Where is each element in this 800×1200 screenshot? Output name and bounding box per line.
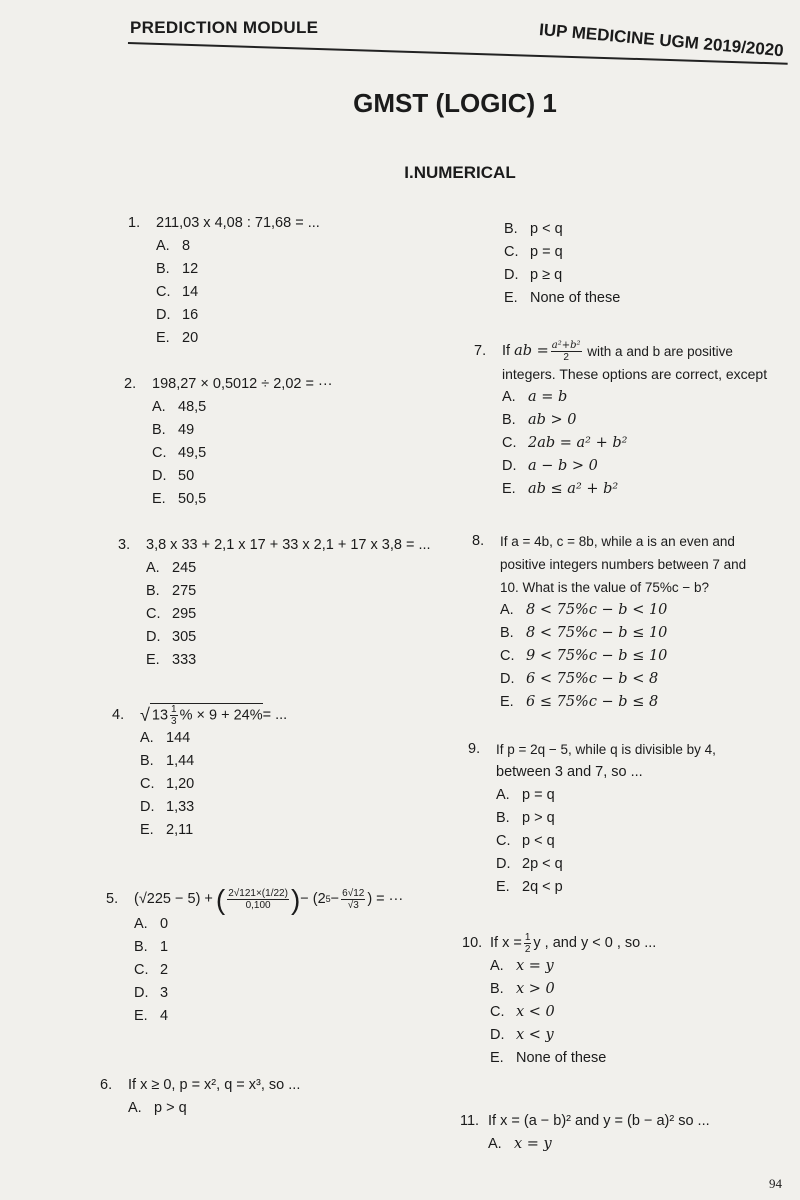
header-course-name: IUP MEDICINE UGM 2019/2020 bbox=[538, 20, 785, 61]
option-text: 295 bbox=[172, 606, 197, 622]
option bbox=[488, 1133, 710, 1156]
option-letter: A. bbox=[490, 958, 504, 974]
option-text: 48,5 bbox=[178, 399, 207, 415]
question-number: 1. bbox=[128, 215, 141, 231]
option-list bbox=[462, 955, 656, 1070]
option bbox=[500, 645, 794, 668]
option bbox=[134, 913, 403, 936]
option-list bbox=[460, 1133, 710, 1156]
question-10: 10. If x = $\frac{1}{2}$ y , and y < 0 , so ... A. x = y B. x > 0 C. x < 0 D. x < y E. None of these bbox=[462, 932, 656, 1070]
option bbox=[490, 1024, 656, 1047]
option: C. p = q bbox=[504, 244, 563, 260]
question-number: 3. bbox=[118, 537, 131, 553]
option-letter: C. bbox=[156, 284, 171, 300]
option-text: p < q bbox=[522, 833, 555, 849]
question-5: 5. (√225 − 5) + ( $\frac{2√121\times(1/22)}{0,100}$ ) − (2 5 − $\frac{6√12}{√3}$ ) = ··· A. 0 B. 1 C. 2 D. 3 E. 4 bbox=[106, 888, 403, 1028]
option bbox=[496, 830, 794, 853]
question-number: 2. bbox=[124, 376, 137, 392]
option bbox=[134, 1005, 403, 1028]
question-1 bbox=[128, 212, 320, 350]
question-stem: (√225 − 5) + bbox=[134, 891, 213, 907]
fraction: $\frac{1}{2}$ bbox=[524, 932, 531, 955]
question-6 bbox=[100, 1074, 300, 1120]
option-text: 49 bbox=[178, 422, 195, 438]
option-text: a − b > 0 bbox=[528, 458, 598, 474]
option bbox=[490, 1047, 656, 1070]
fraction: $\frac{1}{3}$ bbox=[171, 704, 177, 727]
option-letter: B. bbox=[502, 412, 516, 428]
option-letter: C. bbox=[146, 606, 161, 622]
option-text: 8 < 75%c − b ≤ 10 bbox=[526, 625, 668, 641]
option-letter: D. bbox=[490, 1027, 505, 1043]
question-stem: If x = (a − b)² and y = (b − a)² so ... bbox=[488, 1113, 710, 1129]
option-text: x < 0 bbox=[516, 1004, 555, 1020]
option-letter: D. bbox=[156, 307, 171, 323]
option-letter: E. bbox=[146, 652, 160, 668]
option-list bbox=[124, 396, 332, 511]
option bbox=[146, 649, 431, 672]
option-text: ab > 0 bbox=[528, 412, 577, 428]
option bbox=[152, 419, 332, 442]
question-stem: √ bbox=[140, 704, 150, 725]
option-list bbox=[112, 727, 287, 842]
option-text: 0 bbox=[160, 916, 169, 932]
option-letter: C. bbox=[152, 445, 167, 461]
option-letter: A. bbox=[152, 399, 166, 415]
option bbox=[156, 258, 320, 281]
option bbox=[496, 784, 794, 807]
option-text: 144 bbox=[166, 730, 191, 747]
option bbox=[490, 1001, 656, 1024]
option-letter: D. bbox=[500, 671, 515, 687]
question-number: 8. bbox=[472, 533, 485, 549]
option-text: x = y bbox=[516, 958, 554, 974]
fraction: $\frac{2√121\times(1/22)}{0,100}$ bbox=[228, 888, 288, 911]
option-letter: C. bbox=[140, 776, 155, 793]
option-list bbox=[474, 386, 794, 501]
option bbox=[490, 955, 656, 978]
option-text: None of these bbox=[516, 1050, 607, 1066]
question-stem: If a = 4b, c = 8b, while a is an even and bbox=[500, 534, 735, 549]
option bbox=[156, 235, 320, 258]
option bbox=[152, 442, 332, 465]
option: B. p < q bbox=[504, 221, 563, 237]
question-4: 4. √ 13 $\frac{1}{3}$ % × 9 + 24% = ... A. 144 B. 1,44 C. 1,20 D. 1,33 E. 2,11 bbox=[112, 703, 287, 842]
option-letter: E. bbox=[152, 491, 166, 507]
option bbox=[146, 557, 431, 580]
option-text: 1,33 bbox=[166, 799, 195, 816]
option bbox=[496, 853, 794, 876]
fraction: $\frac{6√12}{√3}$ bbox=[342, 888, 365, 911]
option-letter: E. bbox=[496, 879, 510, 895]
option-text: 20 bbox=[182, 330, 199, 346]
question-stem: 3,8 x 33 + 2,1 x 17 + 33 x 2,1 + 17 x 3,8 = ... bbox=[146, 537, 431, 553]
option bbox=[140, 773, 287, 796]
option bbox=[496, 876, 794, 899]
option bbox=[146, 580, 431, 603]
question-number: 10. bbox=[462, 935, 483, 951]
option-letter: A. bbox=[502, 389, 516, 405]
option-list bbox=[106, 913, 403, 1028]
option-letter: A. bbox=[500, 602, 514, 618]
header-module-name: PREDICTION MODULE bbox=[130, 18, 319, 37]
option bbox=[500, 668, 794, 691]
option-text: 2q < p bbox=[522, 879, 563, 895]
option bbox=[146, 603, 431, 626]
option bbox=[140, 796, 287, 819]
question-number: 11. bbox=[460, 1113, 480, 1129]
question-11 bbox=[460, 1110, 710, 1156]
option-text: 8 < 75%c − b < 10 bbox=[526, 602, 668, 618]
option-text: 275 bbox=[172, 583, 197, 599]
option-letter: E. bbox=[490, 1050, 504, 1066]
option-letter: B. bbox=[134, 939, 148, 955]
option-text: 6 ≤ 75%c − b ≤ 8 bbox=[526, 694, 659, 710]
option-letter: C. bbox=[496, 833, 511, 849]
option-letter: C. bbox=[490, 1004, 505, 1020]
option bbox=[500, 599, 794, 622]
question-stem: 211,03 x 4,08 : 71,68 = ... bbox=[156, 215, 320, 231]
option-letter: A. bbox=[488, 1136, 502, 1152]
option-text: ab ≤ a² + b² bbox=[528, 481, 619, 497]
option-letter: D. bbox=[152, 468, 167, 484]
option-letter: D. bbox=[134, 985, 149, 1001]
option-letter: D. bbox=[502, 458, 517, 474]
option bbox=[140, 750, 287, 773]
page-number: 94 bbox=[769, 1176, 782, 1191]
question-number: 7. bbox=[474, 343, 487, 359]
option bbox=[500, 622, 794, 645]
question-number: 5. bbox=[106, 891, 119, 907]
option bbox=[146, 626, 431, 649]
option bbox=[152, 396, 332, 419]
question-8 bbox=[472, 530, 794, 714]
option-text: a = b bbox=[528, 389, 568, 405]
option-text: p = q bbox=[522, 787, 555, 803]
question-number: 9. bbox=[468, 741, 481, 757]
option-letter: B. bbox=[152, 422, 166, 438]
option: D. p ≥ q bbox=[504, 267, 563, 283]
option-list bbox=[472, 599, 794, 714]
option-letter: C. bbox=[500, 648, 515, 664]
option bbox=[152, 488, 332, 511]
option bbox=[134, 959, 403, 982]
option-text: 50,5 bbox=[178, 491, 207, 507]
section-heading: I.NUMERICAL bbox=[404, 163, 516, 182]
option-letter: A. bbox=[134, 916, 148, 932]
question-number: 4. bbox=[112, 706, 125, 723]
option bbox=[156, 304, 320, 327]
option bbox=[134, 982, 403, 1005]
option-text: x < y bbox=[516, 1027, 554, 1043]
option bbox=[140, 727, 287, 750]
option-letter: D. bbox=[496, 856, 511, 872]
option-letter: C. bbox=[134, 962, 149, 978]
option-text: 2p < q bbox=[522, 856, 563, 872]
option-text: 2,11 bbox=[166, 822, 194, 839]
option-list bbox=[118, 557, 431, 672]
option bbox=[496, 807, 794, 830]
option-text: 1 bbox=[160, 939, 169, 955]
question-stem: 198,27 × 0,5012 ÷ 2,02 = ··· bbox=[152, 376, 333, 392]
question-stem: If x ≥ 0, p = x², q = x³, so ... bbox=[128, 1077, 301, 1093]
option-letter: D. bbox=[146, 629, 161, 645]
question-number: 6. bbox=[100, 1077, 113, 1093]
option-text: 4 bbox=[160, 1008, 169, 1024]
option bbox=[490, 978, 656, 1001]
option bbox=[502, 455, 794, 478]
option-letter: A. bbox=[496, 787, 510, 803]
option-letter: B. bbox=[496, 810, 510, 826]
option-letter: D. bbox=[140, 799, 155, 816]
option-list bbox=[128, 235, 320, 350]
option bbox=[502, 432, 794, 455]
question-6-continued bbox=[476, 218, 620, 310]
option-letter: C. bbox=[502, 435, 517, 451]
option-text: 245 bbox=[172, 560, 197, 576]
option-text: x = y bbox=[514, 1136, 552, 1152]
question-stem-line: between 3 and 7, so ... bbox=[496, 764, 643, 780]
option-text: 6 < 75%c − b < 8 bbox=[526, 671, 659, 687]
option-text: 1,20 bbox=[166, 776, 195, 793]
option-letter: A. bbox=[156, 238, 170, 254]
option-text: 50 bbox=[178, 468, 195, 484]
question-stem: If p = 2q − 5, while q is divisible by 4, bbox=[496, 742, 716, 757]
option-text: 49,5 bbox=[178, 445, 207, 461]
question-stem-line: 10. What is the value of 75%c − b? bbox=[500, 580, 709, 595]
option: A. p > q bbox=[128, 1100, 187, 1116]
option-text: 2 bbox=[160, 962, 169, 978]
page-title: GMST (LOGIC) 1 bbox=[353, 88, 557, 118]
option-text: 16 bbox=[182, 307, 199, 323]
question-2 bbox=[124, 373, 332, 511]
option-text: 2ab = a² + b² bbox=[528, 435, 628, 451]
option bbox=[500, 691, 794, 714]
option bbox=[502, 386, 794, 409]
option bbox=[502, 478, 794, 501]
option-text: x > 0 bbox=[516, 981, 555, 997]
option-letter: E. bbox=[134, 1008, 148, 1024]
fraction: $\frac{\text{a²+b²}}{2}$ bbox=[551, 340, 581, 363]
option: E. None of these bbox=[504, 290, 621, 306]
option bbox=[152, 465, 332, 488]
option-letter: E. bbox=[500, 694, 514, 710]
option-text: 3 bbox=[160, 985, 169, 1001]
option-letter: E. bbox=[156, 330, 170, 346]
option-text: 9 < 75%c − b ≤ 10 bbox=[526, 648, 668, 664]
option-text: 333 bbox=[172, 652, 197, 668]
option-text: p > q bbox=[522, 810, 555, 826]
option-letter: E. bbox=[502, 481, 516, 497]
option-text: 14 bbox=[182, 284, 199, 300]
option-text: 305 bbox=[172, 629, 197, 645]
option bbox=[502, 409, 794, 432]
option-letter: B. bbox=[146, 583, 160, 599]
option-letter: E. bbox=[140, 822, 154, 839]
option bbox=[140, 819, 287, 842]
option-text: 12 bbox=[182, 261, 199, 277]
option-list bbox=[468, 784, 794, 899]
option bbox=[156, 281, 320, 304]
question-3 bbox=[118, 534, 431, 672]
option-text: 1,44 bbox=[166, 753, 195, 770]
option bbox=[134, 936, 403, 959]
option-letter: B. bbox=[156, 261, 170, 277]
question-stem-line: positive integers numbers between 7 and bbox=[500, 557, 747, 572]
question-9 bbox=[468, 738, 794, 899]
option-letter: A. bbox=[146, 560, 160, 576]
question-7: 7. If ab = $\frac{\text{a²+b²}}{2}$ with a and b are positive integers. These options are correct, except A. a = b B. ab > 0 C. 2ab = a² + b² D. a − b > 0 E. ab ≤ a² + b² bbox=[474, 340, 794, 501]
question-stem-line: integers. These options are correct, except bbox=[502, 366, 768, 382]
option-text: 8 bbox=[182, 238, 191, 254]
option-letter: B. bbox=[140, 753, 154, 770]
option-letter: B. bbox=[490, 981, 504, 997]
option-letter: B. bbox=[500, 625, 514, 641]
radicand: 13 $\frac{1}{3}$ % × 9 + 24% bbox=[151, 704, 263, 727]
option-letter: A. bbox=[140, 730, 154, 747]
option bbox=[156, 327, 320, 350]
